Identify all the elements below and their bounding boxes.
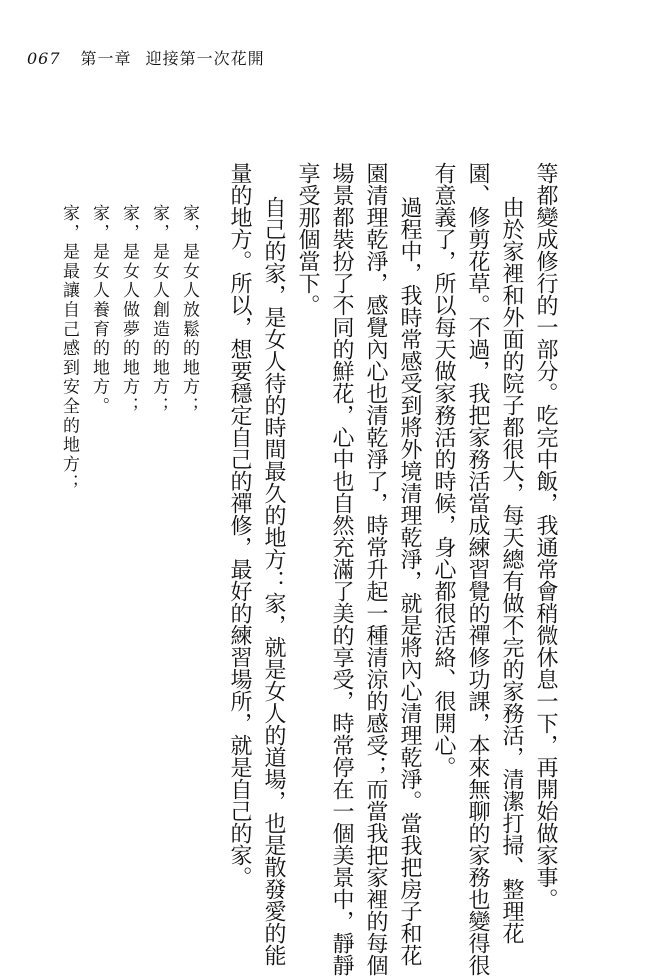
body-line: 場景都裝扮了不同的鮮花，心中也自然充滿了美的享受，時常停在一個美景中，靜靜: [329, 162, 354, 976]
body-line: 由於家裡和外面的院子都很大，每天總有做不完的家務活，清潔打掃、整理花: [499, 196, 524, 944]
body-line: 自己的家，是女人待的時間最久的地方：家，就是女人的道場，也是散發愛的能: [261, 196, 286, 966]
body-line: 有意義了，所以每天做家務活的時候，身心都很活絡、很開心。: [431, 162, 456, 778]
body-line: 園、修剪花草。不過，我把家務活當成練習覺的禪修功課，本來無聊的家務也變得很: [465, 162, 490, 976]
chapter-label: 第一章: [80, 49, 132, 68]
running-header: [27, 49, 265, 69]
verse-line: 家，是女人養育的地方。: [89, 204, 109, 417]
body-line: 園清理乾淨，感覺內心也清乾淨了，時常升起一種清涼的感受；而當我把家裡的每個: [363, 162, 388, 976]
verse-line: 家，是最讓自己感到安全的地方；: [59, 204, 79, 494]
chapter-title: 迎接第一次花開: [145, 49, 265, 68]
verse-line: 家，是女人創造的地方；: [149, 204, 169, 417]
body-line: 量的地方。所以，想要穩定自己的禪修，最好的練習場所，就是自己的家。: [227, 162, 252, 888]
body-line: 過程中，我時常感受到將外境清理乾淨，就是將內心清理乾淨。當我把房子和花: [397, 196, 422, 966]
body-line: 等都變成修行的一部分。吃完中飯，我通常會稍微休息一下，再開始做家事。: [533, 162, 558, 910]
verse-line: 家，是女人放鬆的地方；: [179, 204, 199, 417]
verse-line: 家，是女人做夢的地方；: [119, 204, 139, 417]
body-line: 享受那個當下。: [295, 162, 320, 316]
page-number: 067: [27, 49, 61, 68]
